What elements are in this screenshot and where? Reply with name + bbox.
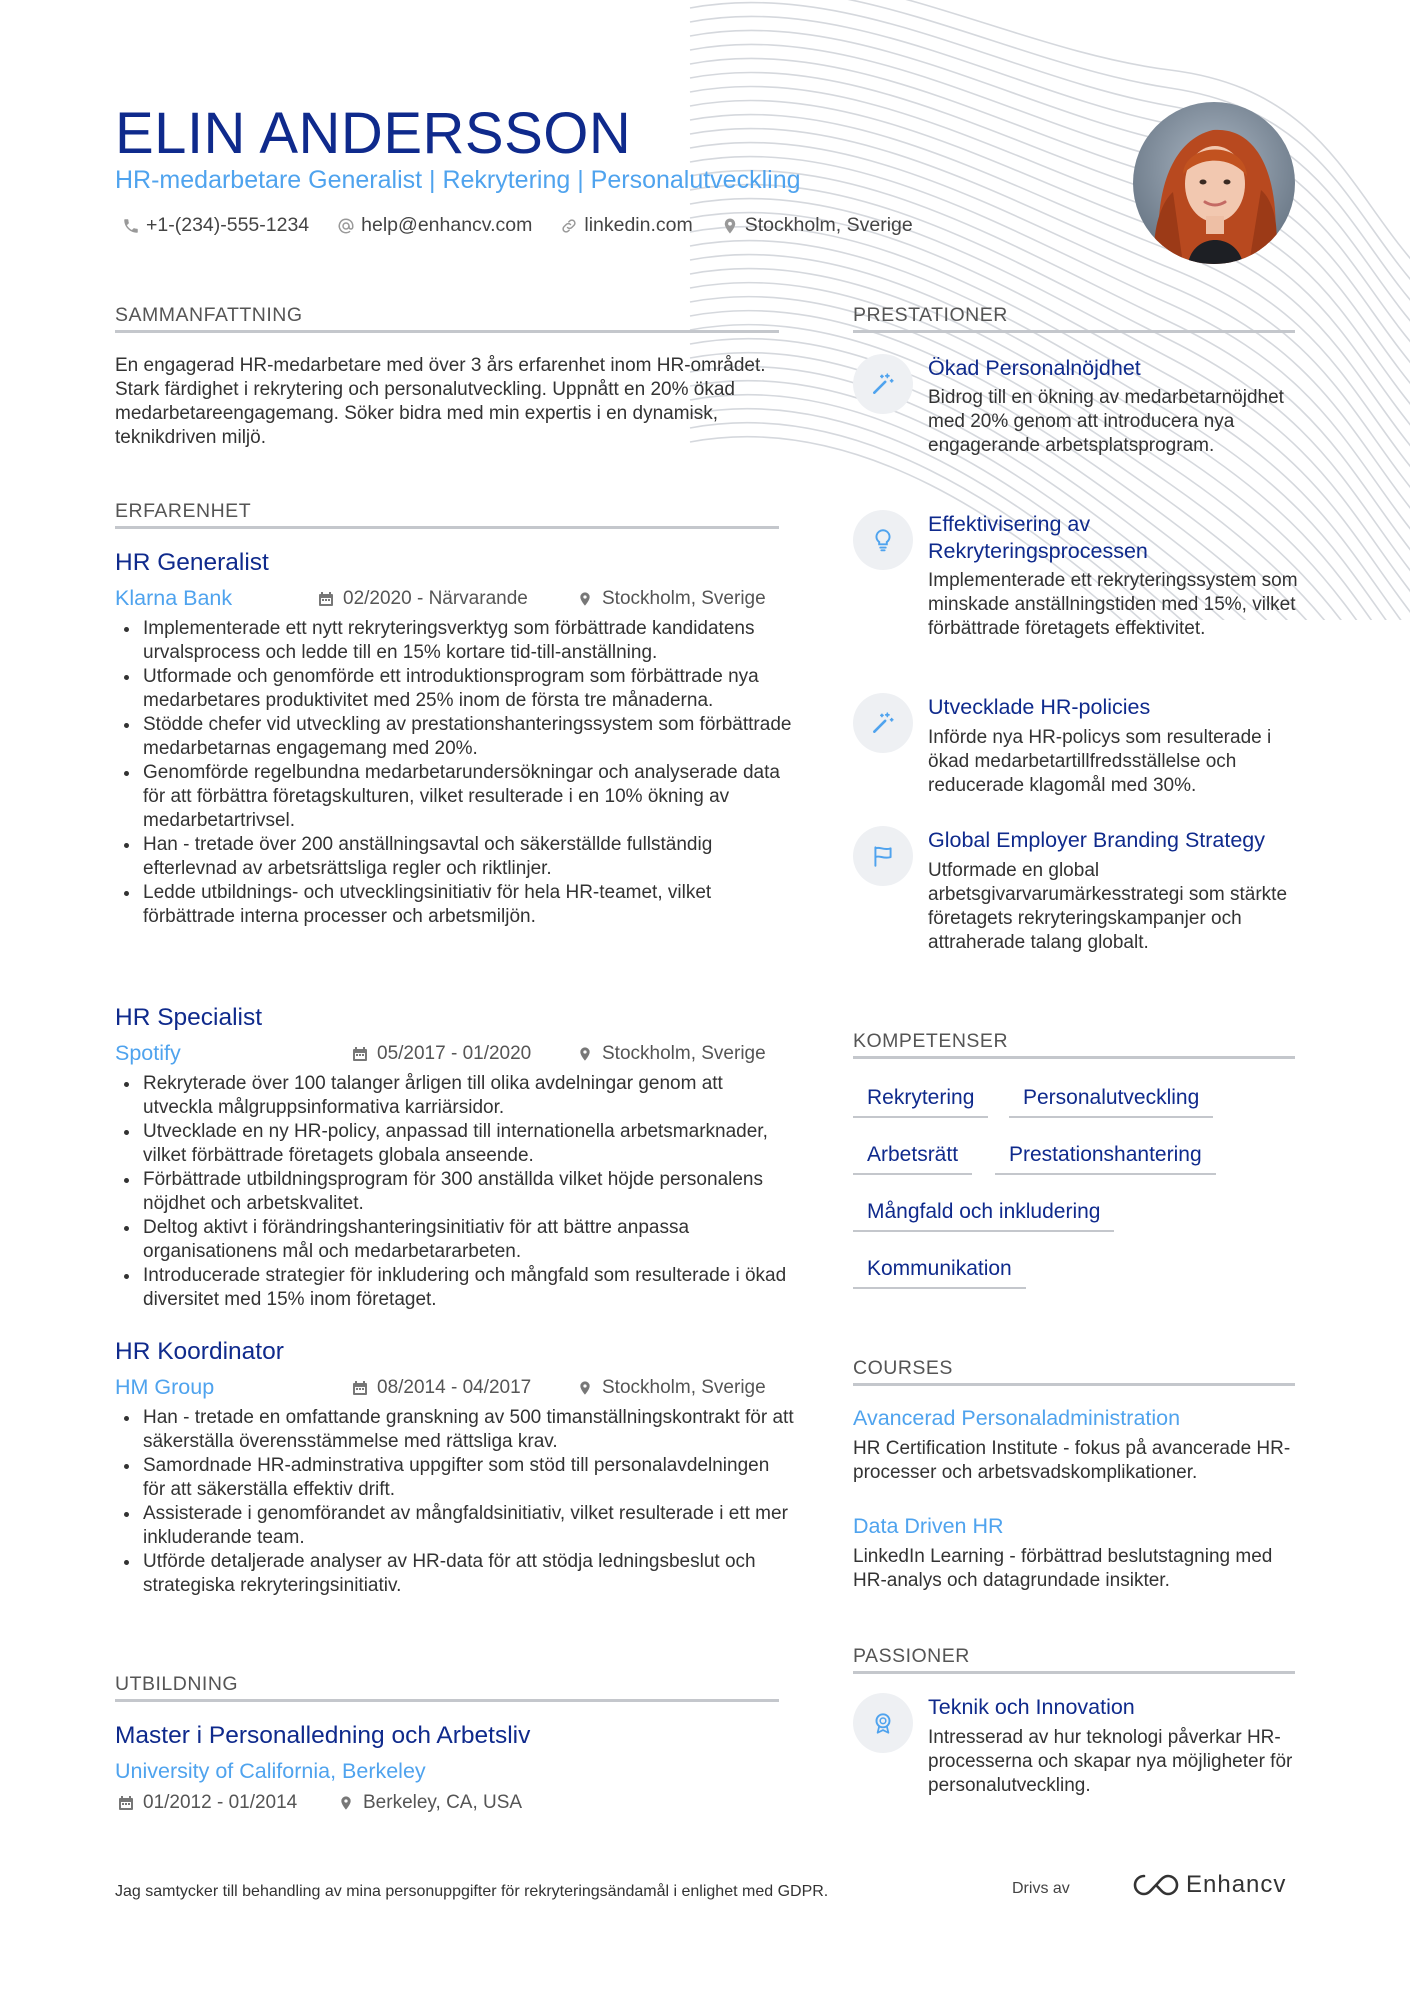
achievement-title: Utvecklade HR-policies bbox=[928, 695, 1151, 719]
bullet-item: Utvecklade en ny HR-policy, anpassad till internationella arbetsmarknader, vilket förbättrade företagets globala anseende. bbox=[115, 1120, 795, 1168]
bullet-item: Introducerade strategier för inkludering och mångfald som resulterade i ökad diversitet med 15% inom företaget. bbox=[115, 1264, 795, 1312]
course-desc: LinkedIn Learning - förbättrad beslutstagning med HR-analys och datagrundade insikter. bbox=[853, 1546, 1273, 1591]
education-location-text: Berkeley, CA, USA bbox=[363, 1792, 523, 1813]
passion-desc: Intresserad av hur teknologi påverkar HR-processerna och skapar nya möjligheter för personalutveckling. bbox=[928, 1727, 1293, 1796]
wave-line bbox=[690, 2, 1410, 322]
bullet-item: Deltog aktivt i förändringshanteringsinitiativ för att bättre anpassa organisationens mål och medarbetararbeten. bbox=[115, 1216, 795, 1264]
skill-tag: Mångfald och inkludering bbox=[853, 1200, 1114, 1232]
job-dates-text: 08/2014 - 04/2017 bbox=[377, 1377, 532, 1398]
location-pin-icon bbox=[721, 217, 739, 235]
passions-section-title: PASSIONER bbox=[853, 1645, 970, 1667]
bullet-item: Rekryterade över 100 talanger årligen till olika avdelningar genom att utveckla målgruppsinformativa karriärsidor. bbox=[115, 1072, 795, 1120]
job-company: Klarna Bank bbox=[115, 586, 233, 610]
skills-section-title: KOMPETENSER bbox=[853, 1030, 1009, 1052]
magic-wand-icon bbox=[870, 371, 896, 397]
job-dates bbox=[352, 1377, 531, 1399]
job-location-text: Stockholm, Sverige bbox=[602, 588, 766, 609]
passion-title: Teknik och Innovation bbox=[928, 1695, 1135, 1719]
skills-divider bbox=[853, 1056, 1295, 1059]
bullet-item: Han - tretade en omfattande granskning av 500 timanställningskontrakt för att säkerställa överensstämmelse med rättsliga krav. bbox=[115, 1406, 795, 1454]
bullet-item: Stödde chefer vid utveckling av prestationshanteringssystem som förbättrade medarbetarnas engagemang med 20%. bbox=[115, 713, 795, 761]
course-desc: HR Certification Institute - fokus på avancerade HR-processer och arbetsvadskomplikationer. bbox=[853, 1438, 1291, 1483]
job-location bbox=[577, 1043, 766, 1065]
skill-tag: Personalutveckling bbox=[1009, 1086, 1213, 1118]
award-medal-icon bbox=[870, 1710, 896, 1736]
calendar-icon bbox=[318, 591, 334, 607]
bullet-item: Assisterade i genomförandet av mångfaldsinitiativ, vilket resulterade i ett mer inkluderande team. bbox=[115, 1502, 795, 1550]
experience-section-title: ERFARENHET bbox=[115, 500, 252, 522]
achievement-icon-badge bbox=[853, 693, 913, 753]
job-bullets bbox=[115, 1072, 795, 1312]
summary-text: En engagerad HR-medarbetare med över 3 års erfarenhet inom HR-området. Stark färdighet i rekrytering och personalutveckling. Uppnått en 20% ökad medarbetareengagemang. Söker bidra med min expertis i en dynamisk, teknikdriven miljö. bbox=[115, 355, 766, 448]
bullet-item: Genomförde regelbundna medarbetarundersökningar och analyserade data för att förbättra företagskulturen, vilket resulterade i en 10% ökning av medarbetartrivsel. bbox=[115, 761, 795, 833]
profile-photo bbox=[1133, 102, 1295, 264]
contact-phone[interactable] bbox=[122, 214, 309, 237]
job-location-text: Stockholm, Sverige bbox=[602, 1377, 766, 1398]
brand-name: Enhancv bbox=[1186, 1871, 1287, 1898]
summary-divider bbox=[115, 330, 779, 333]
contact-bar bbox=[122, 214, 941, 237]
achievement-title: Global Employer Branding Strategy bbox=[928, 828, 1266, 852]
job-company: Spotify bbox=[115, 1041, 181, 1065]
at-icon bbox=[337, 217, 355, 235]
calendar-icon bbox=[118, 1795, 134, 1811]
job-location bbox=[577, 588, 766, 610]
job-title: HR Koordinator bbox=[115, 1338, 284, 1365]
achievement-icon-badge bbox=[853, 826, 913, 886]
education-location bbox=[338, 1792, 522, 1814]
achievement-title: Effektivisering av Rekryteringsprocessen bbox=[928, 512, 1148, 563]
lightbulb-icon bbox=[870, 527, 896, 553]
contact-phone-text: +1-(234)-555-1234 bbox=[146, 214, 310, 236]
education-section-title: UTBILDNING bbox=[115, 1673, 239, 1695]
magic-wand-icon bbox=[870, 710, 896, 736]
location-pin-icon bbox=[577, 591, 593, 607]
achievements-divider bbox=[853, 330, 1295, 333]
passion-icon-badge bbox=[853, 1693, 913, 1753]
wave-line bbox=[690, 0, 1410, 301]
contact-location-text: Stockholm, Sverige bbox=[744, 214, 913, 236]
headline: HR-medarbetare Generalist | Rekrytering | Personalutveckling bbox=[115, 166, 801, 194]
calendar-icon bbox=[352, 1380, 368, 1396]
link-icon bbox=[560, 217, 578, 235]
job-dates-text: 05/2017 - 01/2020 bbox=[377, 1043, 532, 1064]
skill-tag: Kommunikation bbox=[853, 1257, 1026, 1289]
education-dates-text: 01/2012 - 01/2014 bbox=[143, 1792, 298, 1813]
education-dates bbox=[118, 1792, 297, 1814]
calendar-icon bbox=[352, 1046, 368, 1062]
flag-icon bbox=[870, 843, 896, 869]
bullet-item: Implementerade ett nytt rekryteringsverktyg som förbättrade kandidatens urvalsprocess och ledde till en 15% kortare tid-till-anställning. bbox=[115, 617, 795, 665]
degree-title: Master i Personalledning och Arbetsliv bbox=[115, 1722, 531, 1749]
school-name: University of California, Berkeley bbox=[115, 1759, 426, 1783]
bullet-item: Utformade och genomförde ett introduktionsprogram som förbättrade nya medarbetares produktivitet med 25% inom de första tre månaderna. bbox=[115, 665, 795, 713]
achievement-title: Ökad Personalnöjdhet bbox=[928, 356, 1141, 380]
contact-linkedin-text: linkedin.com bbox=[584, 214, 693, 236]
education-divider bbox=[115, 1699, 779, 1702]
achievement-icon-badge bbox=[853, 354, 913, 414]
contact-linkedin[interactable] bbox=[560, 214, 692, 237]
contact-location bbox=[721, 214, 913, 237]
skill-tag: Rekrytering bbox=[853, 1086, 988, 1118]
gdpr-consent: Jag samtycker till behandling av mina personuppgifter för rekryteringsändamål i enlighet med GDPR. bbox=[115, 1883, 829, 1900]
achievement-desc: Bidrog till en ökning av medarbetarnöjdhet med 20% genom att introducera nya engagerande arbetsplatsprogram. bbox=[928, 387, 1284, 456]
location-pin-icon bbox=[338, 1795, 354, 1811]
experience-divider bbox=[115, 526, 779, 529]
candidate-name: ELIN ANDERSSON bbox=[115, 101, 632, 166]
profile-portrait-icon bbox=[1133, 102, 1295, 264]
phone-icon bbox=[122, 217, 140, 235]
infinity-logo-icon bbox=[1132, 1872, 1180, 1898]
achievement-desc: Utformade en global arbetsgivarvarumärkesstrategi som stärkte företagets rekryteringskampanjer och attraherade talang globalt. bbox=[928, 860, 1288, 953]
passions-divider bbox=[853, 1671, 1295, 1674]
job-dates bbox=[318, 588, 528, 610]
bullet-item: Förbättrade utbildningsprogram för 300 anställda vilket höjde personalens nöjdhet och arbetskvalitet. bbox=[115, 1168, 795, 1216]
skill-tag: Arbetsrätt bbox=[853, 1143, 972, 1175]
job-dates-text: 02/2020 - Närvarande bbox=[343, 588, 528, 609]
job-location bbox=[577, 1377, 766, 1399]
courses-section-title: COURSES bbox=[853, 1357, 953, 1379]
courses-divider bbox=[853, 1383, 1295, 1386]
job-title: HR Generalist bbox=[115, 549, 269, 576]
bullet-item: Samordnade HR-adminstrativa uppgifter som stöd till personalavdelningen för att säkerställa effektiv drift. bbox=[115, 1454, 795, 1502]
contact-email-text: help@enhancv.com bbox=[361, 214, 533, 236]
achievement-desc: Implementerade ett rekryteringssystem som minskade anställningstiden med 15%, vilket förbättrade företagets effektivitet. bbox=[928, 570, 1298, 639]
skill-tag: Prestationshantering bbox=[995, 1143, 1216, 1175]
course-title: Avancerad Personaladministration bbox=[853, 1406, 1181, 1430]
job-bullets bbox=[115, 617, 795, 929]
bullet-item: Ledde utbildnings- och utvecklingsinitiativ för hela HR-teamet, vilket förbättrade interna processer och arbetsmiljön. bbox=[115, 881, 795, 929]
contact-email[interactable] bbox=[337, 214, 532, 237]
enhancv-logo[interactable] bbox=[1132, 1871, 1286, 1899]
achievement-icon-badge bbox=[853, 510, 913, 570]
wave-line bbox=[690, 0, 1410, 280]
job-bullets bbox=[115, 1406, 795, 1598]
job-company: HM Group bbox=[115, 1375, 215, 1399]
course-title: Data Driven HR bbox=[853, 1514, 1004, 1538]
achievements-section-title: PRESTATIONER bbox=[853, 304, 1008, 326]
job-dates bbox=[352, 1043, 531, 1065]
location-pin-icon bbox=[577, 1380, 593, 1396]
bullet-item: Utförde detaljerade analyser av HR-data för att stödja ledningsbeslut och strategiska rekryteringsinitiativ. bbox=[115, 1550, 795, 1598]
summary-section-title: SAMMANFATTNING bbox=[115, 304, 303, 326]
job-title: HR Specialist bbox=[115, 1004, 263, 1031]
bullet-item: Han - tretade över 200 anställningsavtal och säkerställde fullständig efterlevnad av arbetsrättsliga regler och riktlinjer. bbox=[115, 833, 795, 881]
powered-by-label: Drivs av bbox=[1012, 1880, 1070, 1897]
achievement-desc: Införde nya HR-policys som resulterade i ökad medarbetartillfredsställelse och reducerade klagomål med 30%. bbox=[928, 727, 1272, 796]
job-location-text: Stockholm, Sverige bbox=[602, 1043, 766, 1064]
location-pin-icon bbox=[577, 1046, 593, 1062]
